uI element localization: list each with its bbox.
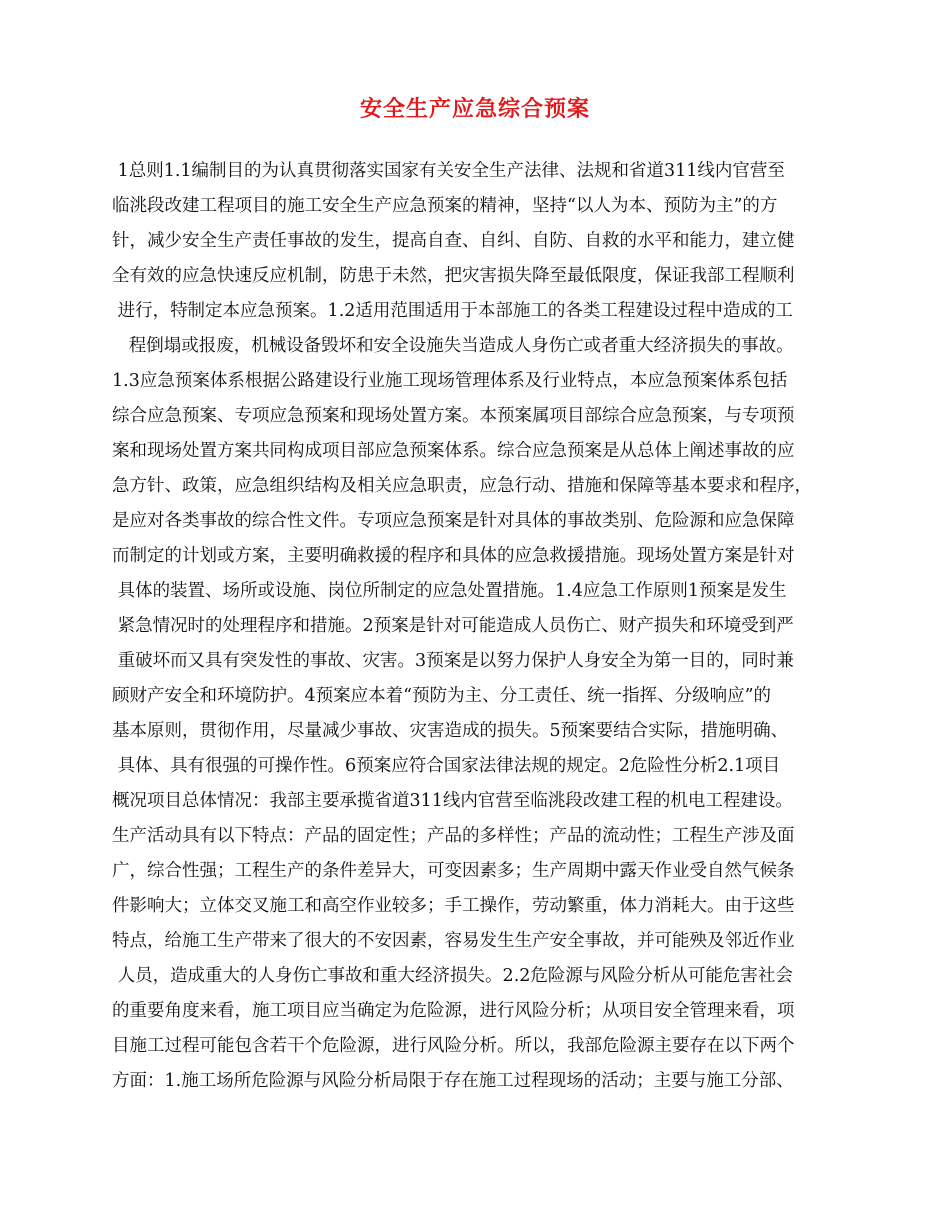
body-line: 急方针、政策，应急组织结构及相关应急职责，应急行动、措施和保障等基本要求和程序， xyxy=(112,476,812,496)
body-line: 临洮段改建工程项目的施工安全生产应急预案的精神，坚持“以人为本、预防为主”的方 xyxy=(112,196,778,216)
body-line: 是应对各类事故的综合性文件。专项应急预案是针对具体的事故类别、危险源和应急保障 xyxy=(112,511,795,531)
body-line: 重破坏而又具有突发性的事故、灾害。3预案是以努力保护人身安全为第一目的，同时兼 xyxy=(112,651,794,671)
body-line: 目施工过程可能包含若干个危险源，进行风险分析。所以，我部危险源主要存在以下两个 xyxy=(112,1036,795,1056)
body-line: 特点，给施工生产带来了很大的不安因素，容易发生生产安全事故，并可能殃及邻近作业 xyxy=(112,931,795,951)
body-line: 基本原则，贯彻作用，尽量减少事故、灾害造成的损失。5预案要结合实际，措施明确、 xyxy=(112,721,789,741)
body-line: 顾财产安全和环境防护。4预案应本着“预防为主、分工责任、统一指挥、分级响应”的 xyxy=(112,686,772,706)
document-title: 安全生产应急综合预案 xyxy=(359,96,590,122)
body-line: 人员，造成重大的人身伤亡事故和重大经济损失。2.2危险源与风险分析从可能危害社会 xyxy=(112,966,793,986)
body-line: 1.3应急预案体系根据公路建设行业施工现场管理体系及行业特点，本应急预案体系包括 xyxy=(112,371,788,391)
body-line: 进行，特制定本应急预案。1.2适用范围适用于本部施工的各类工程建设过程中造成的工 xyxy=(112,301,793,321)
body-line: 具体、具有很强的可操作性。6预案应符合国家法律法规的规定。2危险性分析2.1项目 xyxy=(112,756,781,776)
body-line: 而制定的计划或方案，主要明确救援的程序和具体的应急救援措施。现场处置方案是针对 xyxy=(112,546,795,566)
body-line: 紧急情况时的处理程序和措施。2预案是针对可能造成人员伤亡、财产损失和环境受到严 xyxy=(112,616,794,636)
body-line: 概况项目总体情况：我部主要承揽省道311线内官营至临洮段改建工程的机电工程建设。 xyxy=(112,791,793,811)
body-line: 件影响大；立体交叉施工和高空作业较多；手工操作，劳动繁重，体力消耗大。由于这些 xyxy=(112,896,795,916)
body-line: 1总则1.1编制目的为认真贯彻落实国家有关安全生产法律、法规和省道311线内官营至 xyxy=(112,161,785,181)
body-line: 的重要角度来看，施工项目应当确定为危险源，进行风险分析；从项目安全管理来看，项 xyxy=(112,1001,795,1021)
body-line: 生产活动具有以下特点：产品的固定性；产品的多样性；产品的流动性；工程生产涉及面 xyxy=(112,826,795,846)
body-line: 具体的装置、场所或设施、岗位所制定的应急处置措施。1.4应急工作原则1预案是发生 xyxy=(112,581,787,601)
body-line: 方面：1.施工场所危险源与风险分析局限于存在施工过程现场的活动；主要与施工分部、 xyxy=(112,1071,794,1091)
body-line: 全有效的应急快速反应机制，防患于未然，把灾害损失降至最低限度，保证我部工程顺利 xyxy=(112,266,795,286)
body-line: 综合应急预案、专项应急预案和现场处置方案。本预案属项目部综合应急预案，与专项预 xyxy=(112,406,795,426)
document-body xyxy=(112,158,852,1103)
body-line: 案和现场处置方案共同构成项目部应急预案体系。综合应急预案是从总体上阐述事故的应 xyxy=(112,441,795,461)
body-line: 广，综合性强；工程生产的条件差异大，可变因素多；生产周期中露天作业受自然气候条 xyxy=(112,861,795,881)
body-line: 针，减少安全生产责任事故的发生，提高自查、自纠、自防、自救的水平和能力，建立健 xyxy=(112,231,795,251)
body-line: 程倒塌或报废，机械设备毁坏和安全设施失当造成人身伤亡或者重大经济损失的事故。 xyxy=(112,336,794,356)
